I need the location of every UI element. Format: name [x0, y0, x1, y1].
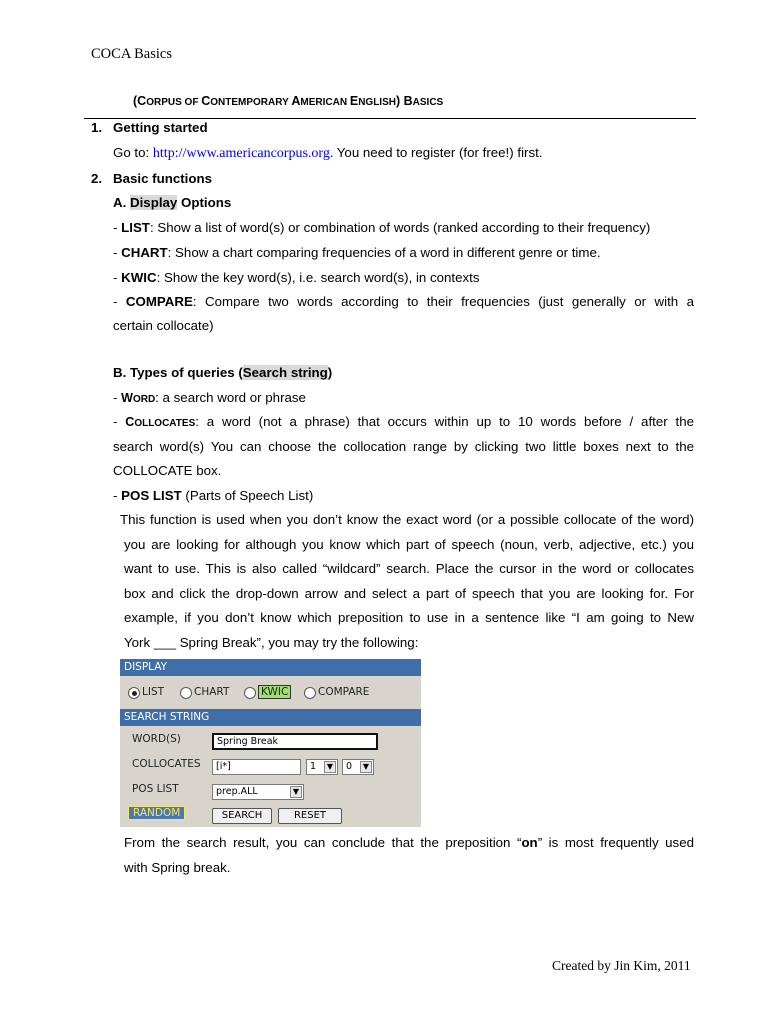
pos-list-heading: - POS LIST (Parts of Speech List) — [113, 488, 314, 503]
pos-paragraph-line6: York ___ Spring Break”, you may try the following: — [124, 635, 419, 650]
list-option-desc: - LIST: Show a list of word(s) or combination of words (ranked according to their frequency) — [113, 220, 651, 235]
display-bar: DISPLAY — [120, 659, 421, 676]
kwic-radio-label: KWIC — [258, 685, 291, 699]
kwic-option-desc: - KWIC: Show the key word(s), i.e. search word(s), in contexts — [113, 270, 480, 285]
section-1-heading: Getting started — [113, 120, 208, 135]
search-string-bar: SEARCH STRING — [120, 709, 421, 726]
words-label: WORD(S) — [132, 733, 181, 745]
word-query-desc: - WORD: a search word or phrase — [113, 390, 306, 405]
compare-option-desc-cont: certain collocate) — [113, 318, 214, 333]
result-line1: From the search result, you can conclude that the preposition “on” is most frequently used — [124, 835, 694, 850]
title-rule — [84, 118, 696, 119]
result-line2: with Spring break. — [124, 860, 231, 875]
americancorpus-link[interactable]: http://www.americancorpus.org. — [152, 146, 334, 161]
section-1-number: 1. — [91, 120, 103, 135]
coca-search-screenshot — [120, 659, 421, 827]
collocates-desc-line2: search word(s) You can choose the collocation range by clicking two little boxes next to the — [113, 439, 694, 454]
section-2-heading: Basic functions — [113, 171, 213, 186]
pos-paragraph-line2: you are looking for although you know which part of speech (noun, verb, adjective, etc.) you — [124, 537, 694, 552]
pos-paragraph-line5: example, if you don’t know which preposition to use in a sentence like “I am going to New — [124, 610, 694, 625]
words-input[interactable]: Spring Break — [212, 733, 378, 750]
reset-button[interactable]: RESET — [278, 808, 342, 824]
chart-option-desc: - CHART: Show a chart comparing frequencies of a word in different genre or time. — [113, 245, 601, 260]
document-header: COCA Basics — [91, 46, 172, 62]
pos-paragraph-line4: box and click the drop-down arrow and select a part of speech that you are looking for. For — [124, 586, 694, 601]
section-2-number: 2. — [91, 171, 103, 186]
pos-paragraph-line1: This function is used when you don’t know the exact word (or a possible collocate of the word) — [120, 512, 694, 527]
search-button[interactable]: SEARCH — [212, 808, 272, 824]
chevron-down-icon[interactable]: ▼ — [360, 761, 372, 773]
kwic-radio[interactable] — [244, 687, 256, 699]
display-options-heading: A. Display Options — [113, 195, 232, 210]
list-radio[interactable] — [128, 687, 140, 699]
list-radio-label: LIST — [142, 686, 165, 698]
chart-radio[interactable] — [180, 687, 192, 699]
collocates-desc-line3: COLLOCATE box. — [113, 463, 222, 478]
collocates-query-desc: - COLLOCATES: a word (not a phrase) that occurs within up to 10 words before / after the — [113, 414, 694, 429]
footer-credit: Created by Jin Kim, 2011 — [552, 958, 691, 973]
collocates-input[interactable]: [i*] — [212, 759, 301, 775]
getting-started-text: Go to: http://www.americancorpus.org. You need to register (for free!) first. — [113, 145, 543, 161]
document-title: (CORPUS OF CONTEMPORARY AMERICAN ENGLISH) BASICS — [133, 94, 444, 108]
random-button[interactable]: RANDOM — [128, 806, 185, 820]
pos-paragraph-line3: want to use. This is also called “wildcard” search. Place the cursor in the word or collocates — [124, 561, 694, 576]
chevron-down-icon[interactable]: ▼ — [324, 761, 336, 773]
query-types-heading: B. Types of queries (Search string) — [113, 365, 333, 380]
chevron-down-icon[interactable]: ▼ — [290, 786, 302, 798]
compare-radio[interactable] — [304, 687, 316, 699]
compare-radio-label: COMPARE — [318, 686, 370, 698]
pos-list-label: POS LIST — [132, 783, 179, 795]
collocate-range-left[interactable]: 1 ▼ — [306, 759, 338, 775]
collocates-label: COLLOCATES — [132, 758, 201, 770]
chart-radio-label: CHART — [194, 686, 230, 698]
pos-list-select[interactable]: prep.ALL ▼ — [212, 784, 304, 800]
compare-option-desc: - COMPARE: Compare two words according to their frequencies (just generally or with a — [113, 294, 694, 309]
collocate-range-right[interactable]: 0 ▼ — [342, 759, 374, 775]
